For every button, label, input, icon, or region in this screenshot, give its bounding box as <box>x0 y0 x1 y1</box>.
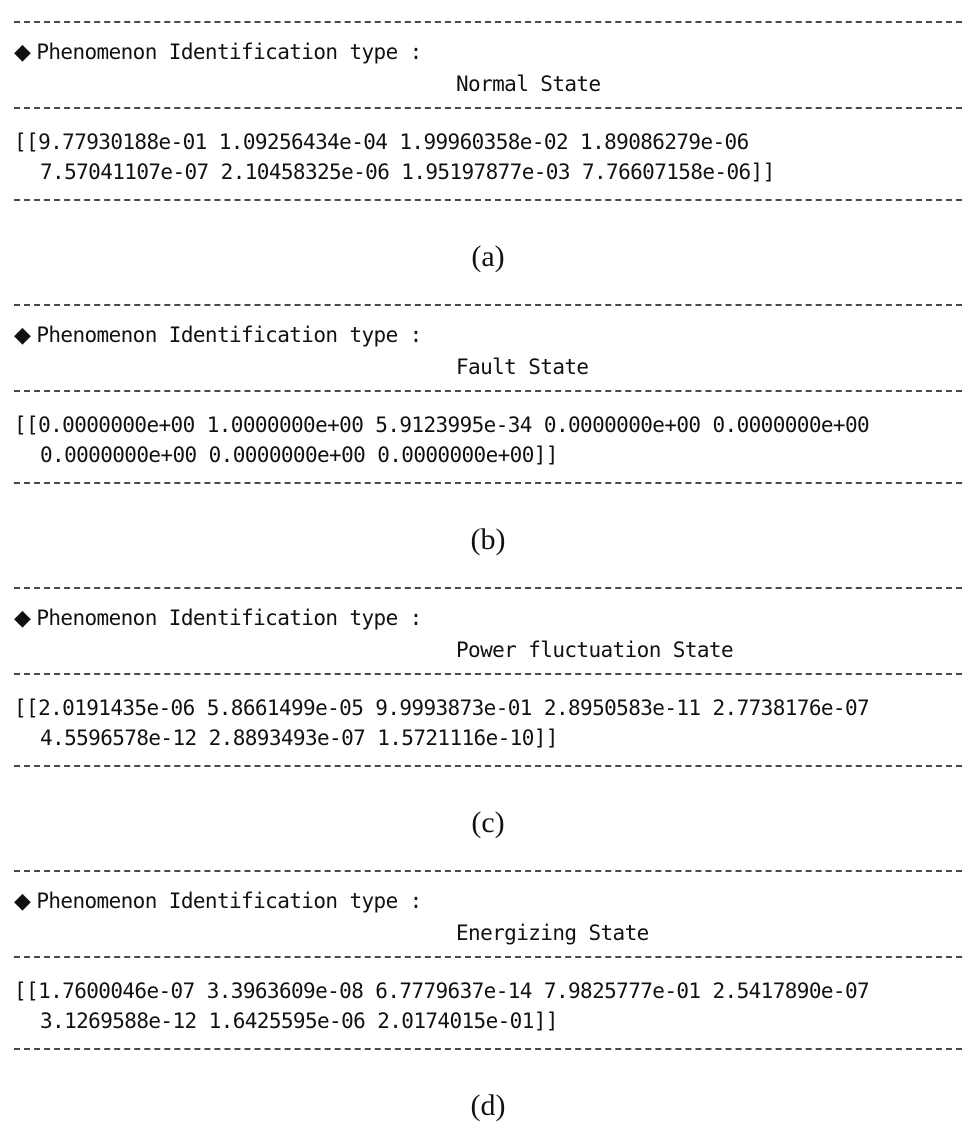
divider-bottom <box>14 482 962 484</box>
panel-caption: (c) <box>471 806 505 839</box>
diamond-bullet-icon: ◆ <box>14 889 31 914</box>
type-label-row <box>14 38 422 67</box>
panel-caption: (b) <box>470 523 506 556</box>
divider-bottom <box>14 765 962 767</box>
type-label-row <box>14 887 422 916</box>
diamond-bullet-icon: ◆ <box>14 40 31 65</box>
divider-top <box>14 21 962 23</box>
type-label: Phenomenon Identification type : <box>36 40 422 64</box>
type-label-row <box>14 321 422 350</box>
panel-caption: (a) <box>471 240 505 273</box>
divider-bottom <box>14 1048 962 1050</box>
probability-vector-line-2: 4.5596578e-12 2.8893493e-07 1.5721116e-10]] <box>40 726 558 750</box>
type-label: Phenomenon Identification type : <box>36 889 422 913</box>
divider-top <box>14 587 962 589</box>
probability-vector-line-1: [[1.7600046e-07 3.3963609e-08 6.7779637e-14 7.9825777e-01 2.5417890e-07 <box>14 979 870 1003</box>
state-value: Energizing State <box>456 921 649 945</box>
divider-top <box>14 304 962 306</box>
diamond-bullet-icon: ◆ <box>14 323 31 348</box>
probability-vector-line-1: [[2.0191435e-06 5.8661499e-05 9.9993873e-01 2.8950583e-11 2.7738176e-07 <box>14 696 870 720</box>
divider-mid <box>14 390 962 392</box>
state-value: Fault State <box>456 355 589 379</box>
divider-bottom <box>14 199 962 201</box>
diamond-bullet-icon: ◆ <box>14 606 31 631</box>
divider-top <box>14 870 962 872</box>
type-label: Phenomenon Identification type : <box>36 606 422 630</box>
divider-mid <box>14 107 962 109</box>
type-label: Phenomenon Identification type : <box>36 323 422 347</box>
probability-vector-line-2: 0.0000000e+00 0.0000000e+00 0.0000000e+00]] <box>40 443 558 467</box>
probability-vector-line-2: 3.1269588e-12 1.6425595e-06 2.0174015e-01]] <box>40 1009 558 1033</box>
divider-mid <box>14 956 962 958</box>
state-value: Normal State <box>456 72 601 96</box>
probability-vector-line-1: [[9.77930188e-01 1.09256434e-04 1.99960358e-02 1.89086279e-06 <box>14 130 749 154</box>
probability-vector-line-1: [[0.0000000e+00 1.0000000e+00 5.9123995e-34 0.0000000e+00 0.0000000e+00 <box>14 413 870 437</box>
type-label-row <box>14 604 422 633</box>
panel-caption: (d) <box>470 1089 506 1122</box>
state-value: Power fluctuation State <box>456 638 733 662</box>
divider-mid <box>14 673 962 675</box>
probability-vector-line-2: 7.57041107e-07 2.10458325e-06 1.95197877e-03 7.76607158e-06]] <box>40 160 775 184</box>
